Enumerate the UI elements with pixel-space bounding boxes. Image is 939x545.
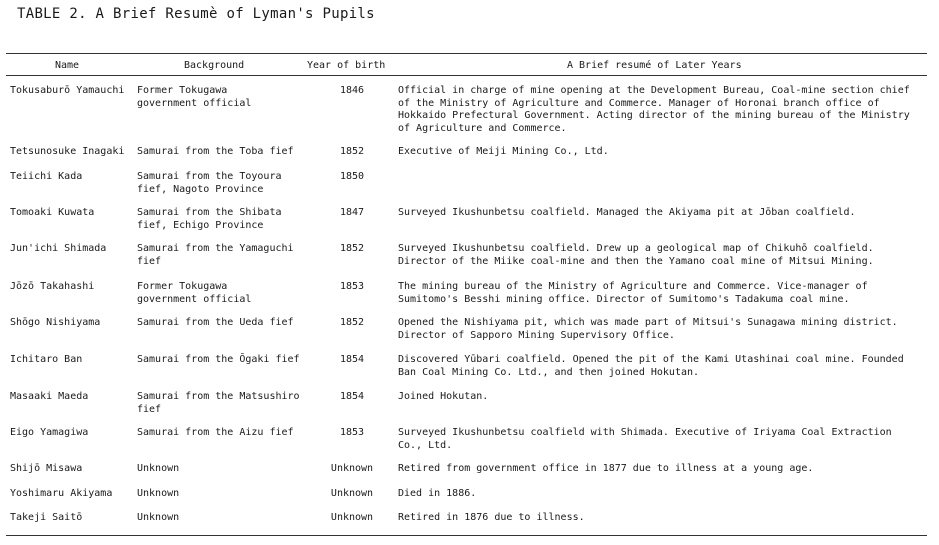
background-cell: Former Tokugawa government official: [137, 85, 252, 109]
resume-cell: Opened the Nishiyama pit, which was made part of Mitsui's Sunagawa mining district. Director of Sapporo Mining Supervisory Office.: [398, 317, 898, 341]
header-resume: A Brief resumé of Later Years: [567, 60, 742, 71]
year-cell: 1847: [339, 207, 365, 218]
name-cell: Shijō Misawa: [10, 463, 83, 474]
resume-cell: Surveyed Ikushunbetsu coalfield. Managed the Akiyama pit at Jōban coalfield.: [398, 207, 856, 218]
resume-cell: Discovered Yūbari coalfield. Opened the pit of the Kami Utashinai coal mine. Founded Ban Coal Mining Co. Ltd., and then joined Hokutan.: [398, 354, 904, 378]
name-cell: Takeji Saitō: [10, 512, 83, 523]
header-background: Background: [184, 60, 245, 71]
name-cell: Teiichi Kada: [10, 171, 83, 182]
table-title: TABLE 2. A Brief Resumè of Lyman's Pupils: [17, 6, 375, 22]
year-cell: 1850: [339, 171, 365, 182]
resume-cell: Joined Hokutan.: [398, 391, 489, 402]
year-cell: Unknown: [330, 463, 374, 474]
background-cell: Samurai from the Ōgaki fief: [137, 354, 300, 365]
name-cell: Masaaki Maeda: [10, 391, 89, 402]
background-cell: Unknown: [137, 512, 180, 523]
year-cell: 1852: [339, 146, 365, 157]
name-cell: Tokusaburō Yamauchi: [10, 85, 125, 96]
background-cell: Samurai from the Shibata fief, Echigo Province: [137, 207, 282, 231]
year-cell: 1852: [339, 243, 365, 254]
year-cell: 1853: [339, 281, 365, 292]
background-cell: Former Tokugawa government official: [137, 281, 252, 305]
name-cell: Jōzō Takahashi: [10, 281, 95, 292]
year-cell: 1846: [339, 85, 365, 96]
background-cell: Samurai from the Matsushiro fief: [137, 391, 300, 415]
background-cell: Unknown: [137, 488, 180, 499]
background-cell: Samurai from the Aizu fief: [137, 427, 294, 438]
name-cell: Tetsunosuke Inagaki: [10, 146, 125, 157]
header-year-of-birth: Year of birth: [307, 60, 386, 71]
year-cell: Unknown: [330, 488, 374, 499]
top-rule: [6, 53, 927, 54]
background-cell: Samurai from the Yamaguchi fief: [137, 243, 294, 267]
resume-cell: Retired in 1876 due to illness.: [398, 512, 585, 523]
header-rule: [6, 75, 927, 76]
year-cell: 1854: [339, 391, 365, 402]
background-cell: Samurai from the Ueda fief: [137, 317, 294, 328]
name-cell: Eigo Yamagiwa: [10, 427, 89, 438]
year-cell: 1854: [339, 354, 365, 365]
background-cell: Unknown: [137, 463, 180, 474]
bottom-rule: [6, 535, 927, 536]
year-cell: 1852: [339, 317, 365, 328]
name-cell: Ichitaro Ban: [10, 354, 83, 365]
resume-cell: Surveyed Ikushunbetsu coalfield with Shimada. Executive of Iriyama Coal Extraction Co., Ltd.: [398, 427, 892, 451]
resume-cell: Official in charge of mine opening at the Development Bureau, Coal-mine section chief of the Ministry of Agriculture and Commerce. Manager of Horonai branch office of Hokkaido Prefectural Government. Acting director of the mining bureau of the Ministry of Agriculture and Commerce.: [398, 85, 910, 134]
name-cell: Jun'ichi Shimada: [10, 243, 107, 254]
resume-cell: Died in 1886.: [398, 488, 477, 499]
year-cell: Unknown: [330, 512, 374, 523]
resume-cell: The mining bureau of the Ministry of Agriculture and Commerce. Vice-manager of Sumitomo's Besshi mining office. Director of Sumitomo's Tadakuma coal mine.: [398, 281, 868, 305]
name-cell: Yoshimaru Akiyama: [10, 488, 113, 499]
resume-cell: Executive of Meiji Mining Co., Ltd.: [398, 146, 609, 157]
name-cell: Shōgo Nishiyama: [10, 317, 101, 328]
year-cell: 1853: [339, 427, 365, 438]
header-name: Name: [55, 60, 80, 71]
background-cell: Samurai from the Toyoura fief, Nagoto Province: [137, 171, 282, 195]
resume-cell: Retired from government office in 1877 due to illness at a young age.: [398, 463, 814, 474]
name-cell: Tomoaki Kuwata: [10, 207, 95, 218]
resume-cell: Surveyed Ikushunbetsu coalfield. Drew up a geological map of Chikuhō coalfield. Director of the Miike coal-mine and then the Yamano coal mine of Mitsui Mining.: [398, 243, 874, 267]
background-cell: Samurai from the Toba fief: [137, 146, 294, 157]
